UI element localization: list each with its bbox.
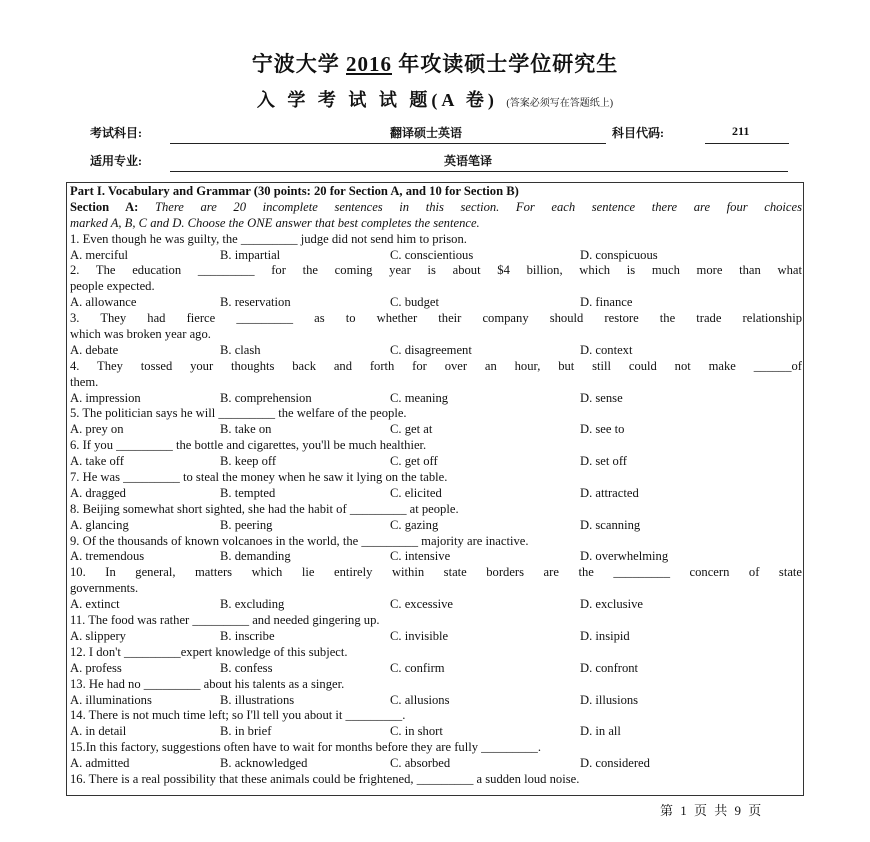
answer-options bbox=[70, 295, 802, 311]
answer-option: B. reservation bbox=[220, 295, 291, 310]
question-text: 8. Beijing somewhat short sighted, she had the habit of _________ at people. bbox=[70, 501, 459, 516]
subject-label: 考试科目: bbox=[90, 126, 142, 140]
major-underline bbox=[170, 171, 788, 172]
title-suffix: 年攻读硕士学位研究生 bbox=[398, 52, 619, 76]
page-number: 第 1 页 共 9 页 bbox=[660, 803, 764, 818]
answer-options bbox=[70, 661, 802, 677]
section-instruction-1: There are 20 incomplete sentences in this section. For each sentence there are four choices bbox=[138, 199, 803, 214]
question-text: 7. He was _________ to steal the money when he saw it lying on the table. bbox=[70, 470, 448, 485]
answer-options bbox=[70, 343, 802, 359]
answer-option: B. excluding bbox=[220, 597, 285, 612]
question-text: 15.In this factory, suggestions often have to wait for months before they are fully _________. bbox=[70, 740, 541, 755]
question-item bbox=[70, 708, 802, 740]
subtitle-text: 入 学 考 试 试 题(A 卷) bbox=[256, 90, 498, 110]
question-text: 5. The politician says he will _________ the welfare of the people. bbox=[70, 406, 407, 421]
answer-option: D. sense bbox=[580, 390, 623, 405]
answer-option: B. in brief bbox=[220, 724, 272, 739]
answer-option: A. take off bbox=[70, 454, 124, 469]
question-text: 2. The education _________ for the coming year is about $4 billion, which is much more than what bbox=[70, 263, 802, 278]
answer-option: B. confess bbox=[220, 660, 273, 675]
question-text: 9. Of the thousands of known volcanoes in the world, the _________ majority are inactive. bbox=[70, 533, 529, 548]
question-text: people expected. bbox=[70, 279, 155, 294]
question-item bbox=[70, 534, 802, 566]
question-item bbox=[70, 359, 802, 407]
answer-option: D. attracted bbox=[580, 485, 639, 500]
question-item bbox=[70, 740, 802, 772]
answer-option: A. illuminations bbox=[70, 692, 152, 707]
question-item bbox=[70, 502, 802, 534]
answer-option: A. profess bbox=[70, 660, 122, 675]
answer-option: C. get off bbox=[390, 454, 438, 469]
section-instruction-2: marked A, B, C and D. Choose the ONE answer that best completes the sentence. bbox=[70, 215, 480, 230]
question-item bbox=[70, 311, 802, 359]
question-item bbox=[70, 645, 802, 677]
question-item bbox=[70, 232, 802, 264]
question-text: them. bbox=[70, 374, 99, 389]
subject-value: 翻译硕士英语 bbox=[390, 126, 463, 140]
answer-options bbox=[70, 486, 802, 502]
answer-option: A. slippery bbox=[70, 628, 126, 643]
answer-option: D. exclusive bbox=[580, 597, 643, 612]
major-value: 英语笔译 bbox=[444, 154, 493, 168]
answer-option: A. glancing bbox=[70, 517, 129, 532]
answer-option: C. meaning bbox=[390, 390, 449, 405]
question-item bbox=[70, 565, 802, 613]
answer-option: D. set off bbox=[580, 454, 627, 469]
answer-option: D. context bbox=[580, 342, 633, 357]
answer-option: B. impartial bbox=[220, 247, 281, 262]
code-value: 211 bbox=[732, 124, 750, 138]
answer-option: A. extinct bbox=[70, 597, 120, 612]
answer-option: D. considered bbox=[580, 756, 650, 771]
answer-option: A. tremendous bbox=[70, 549, 145, 564]
answer-option: A. dragged bbox=[70, 485, 126, 500]
answer-options bbox=[70, 629, 802, 645]
answer-options bbox=[70, 549, 802, 565]
answer-option: A. admitted bbox=[70, 756, 130, 771]
question-item bbox=[70, 772, 802, 788]
answer-options bbox=[70, 391, 802, 407]
section-label: Section A: bbox=[70, 199, 139, 214]
answer-option: D. confront bbox=[580, 660, 639, 675]
answer-option: B. clash bbox=[220, 342, 261, 357]
answer-option: D. see to bbox=[580, 422, 625, 437]
answer-option: D. scanning bbox=[580, 517, 641, 532]
answer-option: B. inscribe bbox=[220, 628, 275, 643]
question-text: 3. They had fierce _________ as to whether their company should restore the trade relationship bbox=[70, 311, 802, 326]
code-label: 科目代码: bbox=[612, 126, 664, 140]
answer-option: B. illustrations bbox=[220, 692, 295, 707]
code-underline bbox=[705, 143, 789, 144]
answer-option: D. in all bbox=[580, 724, 621, 739]
answer-option: A. allowance bbox=[70, 295, 137, 310]
part-heading: Part I. Vocabulary and Grammar (30 points: 20 for Section A, and 10 for Section B) bbox=[70, 184, 519, 198]
question-text: 10. In general, matters which lie entirely within state borders are the _________ concern of state bbox=[70, 565, 802, 580]
answer-options bbox=[70, 248, 802, 264]
question-item bbox=[70, 438, 802, 470]
answer-option: C. confirm bbox=[390, 660, 445, 675]
question-text: 14. There is not much time left; so I'll tell you about it _________. bbox=[70, 708, 406, 723]
title-prefix: 宁波大学 bbox=[251, 52, 340, 76]
answer-options bbox=[70, 454, 802, 470]
answer-option: B. acknowledged bbox=[220, 756, 308, 771]
answer-option: C. allusions bbox=[390, 692, 450, 707]
answer-option: B. comprehension bbox=[220, 390, 312, 405]
answer-option: D. conspicuous bbox=[580, 247, 658, 262]
answer-option: A. debate bbox=[70, 342, 119, 357]
answer-option: A. impression bbox=[70, 390, 141, 405]
question-text: governments. bbox=[70, 581, 139, 596]
answer-option: C. intensive bbox=[390, 549, 451, 564]
answer-options bbox=[70, 756, 802, 772]
answer-option: B. demanding bbox=[220, 549, 291, 564]
answer-option: C. invisible bbox=[390, 628, 449, 643]
answer-options bbox=[70, 597, 802, 613]
question-item bbox=[70, 677, 802, 709]
answer-option: C. conscientious bbox=[390, 247, 474, 262]
question-text: which was broken year ago. bbox=[70, 327, 211, 342]
question-item bbox=[70, 263, 802, 311]
answer-option: C. get at bbox=[390, 422, 433, 437]
question-text: 11. The food was rather _________ and needed gingering up. bbox=[70, 613, 380, 628]
major-label: 适用专业: bbox=[90, 154, 142, 168]
answer-option: B. tempted bbox=[220, 485, 276, 500]
answer-option: C. excessive bbox=[390, 597, 453, 612]
answer-option: A. in detail bbox=[70, 724, 127, 739]
answer-option: B. keep off bbox=[220, 454, 277, 469]
question-text: 4. They tossed your thoughts back and forth for over an hour, but still could not make ______of bbox=[70, 358, 802, 373]
exam-content bbox=[70, 184, 802, 788]
answer-option: C. elicited bbox=[390, 485, 442, 500]
answer-option: C. budget bbox=[390, 295, 439, 310]
question-text: 12. I don't _________expert knowledge of this subject. bbox=[70, 644, 348, 659]
answer-option: C. gazing bbox=[390, 517, 439, 532]
answer-option: D. overwhelming bbox=[580, 549, 669, 564]
question-item bbox=[70, 613, 802, 645]
subject-underline bbox=[170, 143, 606, 144]
answer-option: A. merciful bbox=[70, 247, 129, 262]
answer-option: C. absorbed bbox=[390, 756, 451, 771]
exam-subtitle bbox=[0, 86, 870, 112]
question-text: 6. If you _________ the bottle and cigarettes, you'll be much healthier. bbox=[70, 438, 427, 453]
answer-option: C. disagreement bbox=[390, 342, 472, 357]
answer-option: D. finance bbox=[580, 295, 633, 310]
answer-option: C. in short bbox=[390, 724, 443, 739]
question-text: 16. There is a real possibility that these animals could be frightened, _________ a sudden loud noise. bbox=[70, 771, 580, 786]
answer-option: B. take on bbox=[220, 422, 272, 437]
answer-option: D. insipid bbox=[580, 628, 630, 643]
answer-option: A. prey on bbox=[70, 422, 124, 437]
exam-title bbox=[0, 48, 870, 78]
answer-options bbox=[70, 724, 802, 740]
subtitle-note: (答案必须写在答题纸上) bbox=[506, 98, 614, 109]
answer-option: D. illusions bbox=[580, 692, 639, 707]
question-item bbox=[70, 470, 802, 502]
question-text: 13. He had no _________ about his talents as a singer. bbox=[70, 676, 345, 691]
question-text: 1. Even though he was guilty, the _________ judge did not send him to prison. bbox=[70, 231, 467, 246]
question-list bbox=[70, 232, 802, 788]
answer-option: B. peering bbox=[220, 517, 273, 532]
section-instruction-line-1 bbox=[70, 200, 802, 216]
answer-options bbox=[70, 693, 802, 709]
answer-options bbox=[70, 518, 802, 534]
answer-options bbox=[70, 422, 802, 438]
question-item bbox=[70, 406, 802, 438]
title-year: 2016 bbox=[346, 52, 392, 76]
